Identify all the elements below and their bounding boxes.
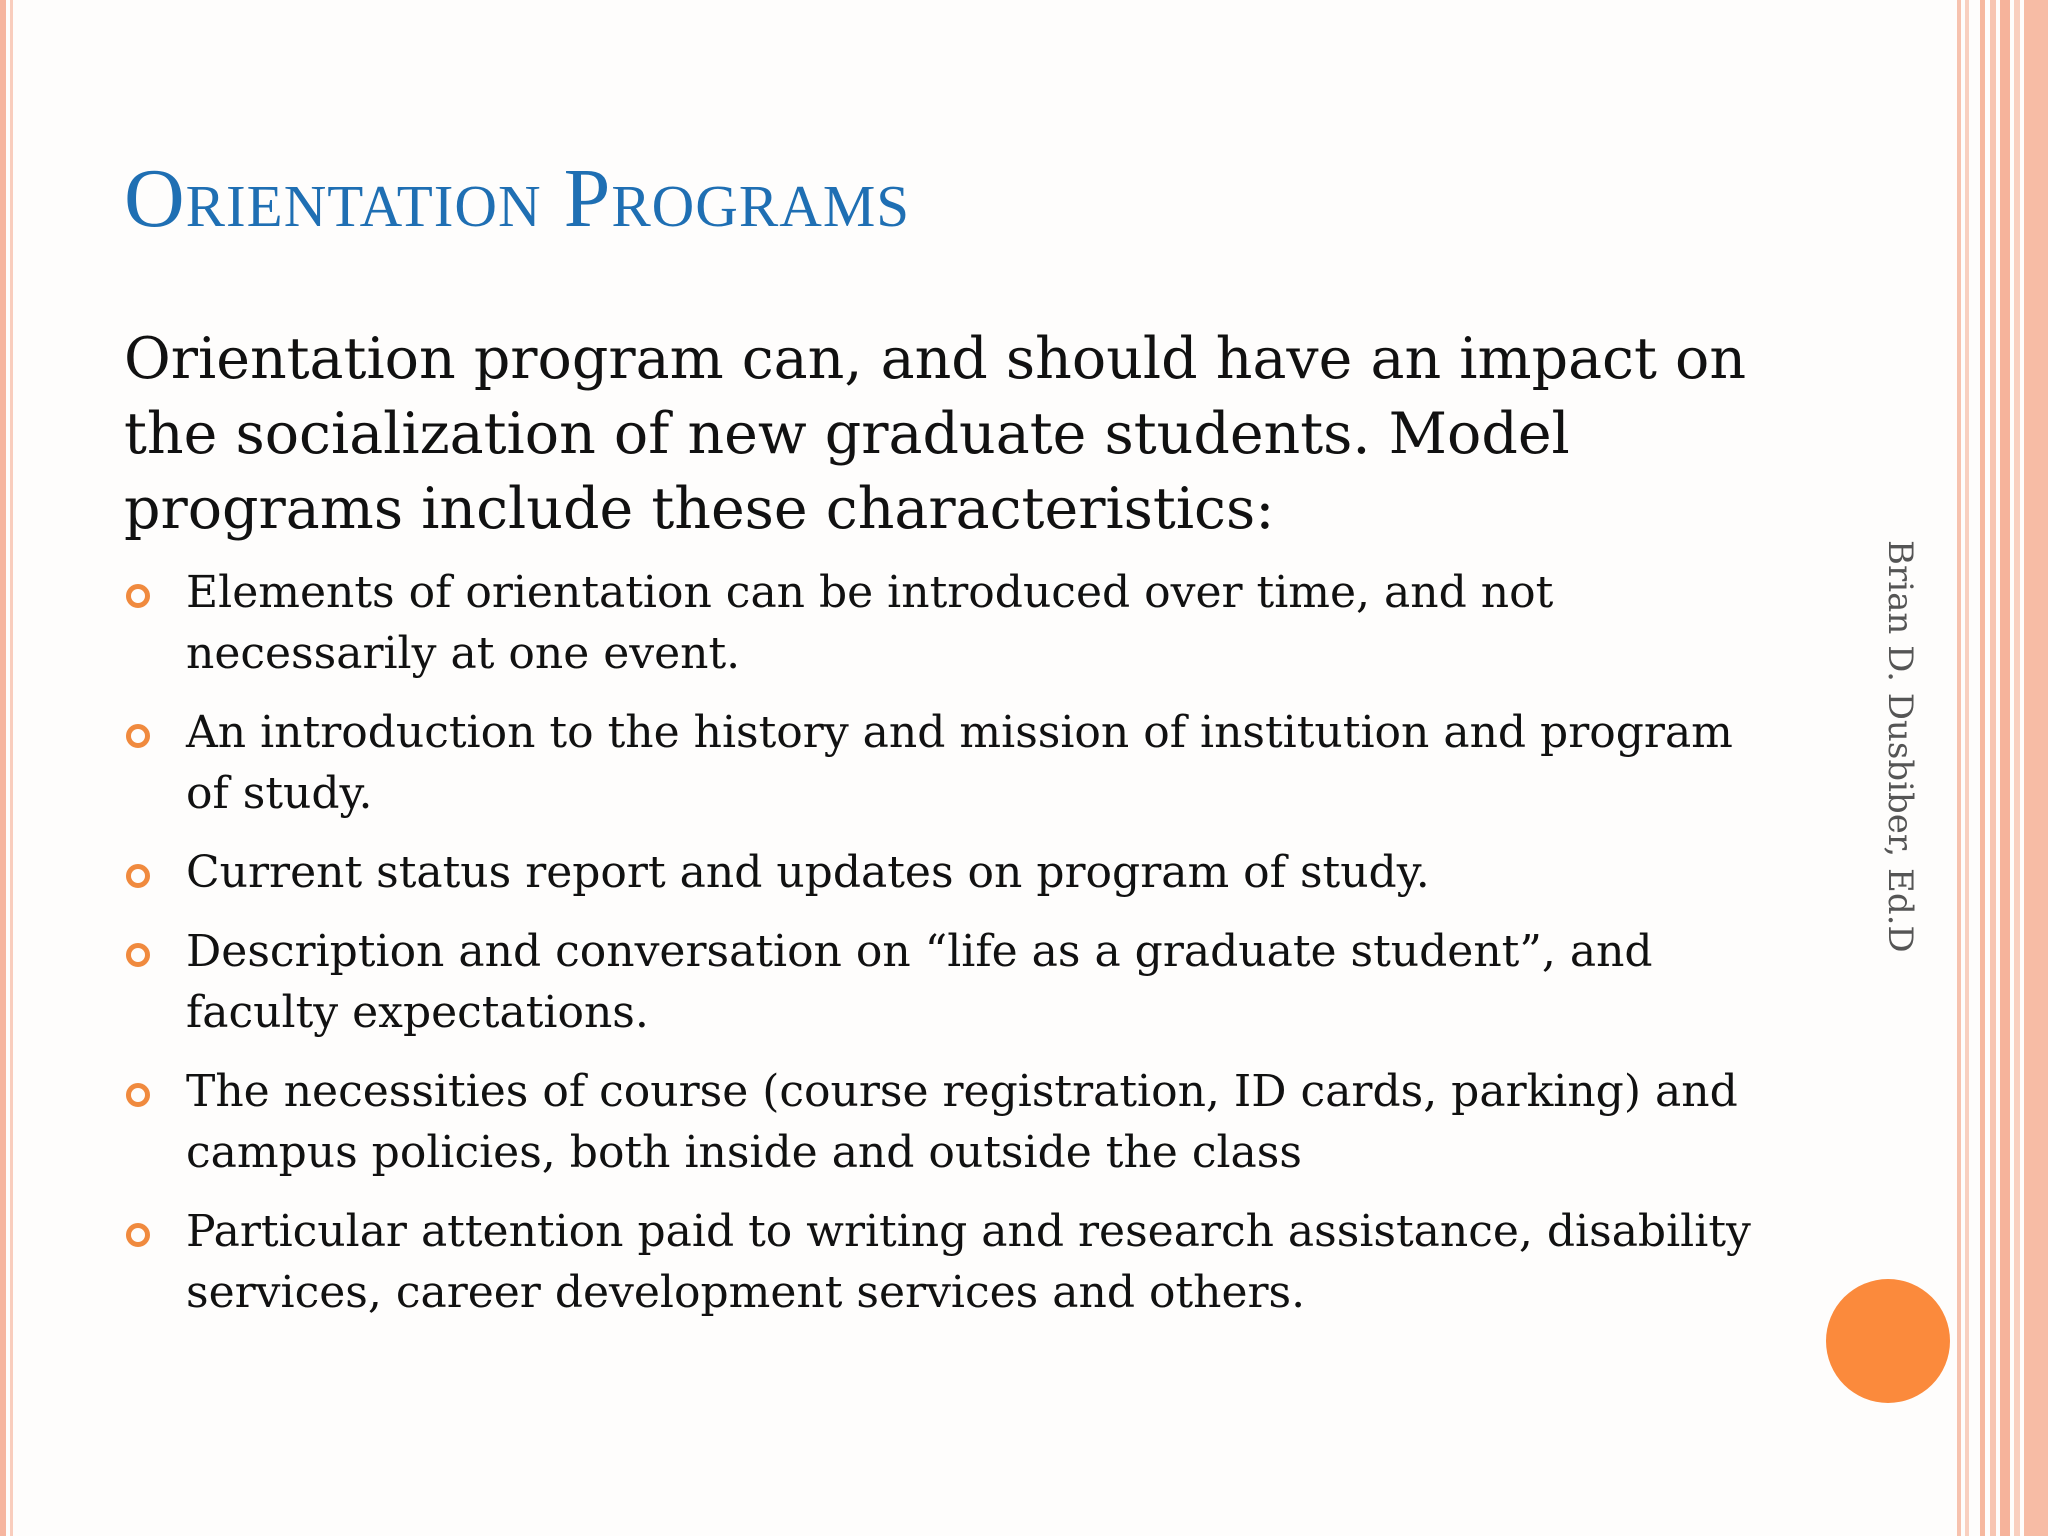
bullet-item <box>124 921 1764 1043</box>
left-border-stripe <box>0 0 6 1536</box>
bullet-item <box>124 842 1764 903</box>
right-border-stripe <box>1990 0 1996 1536</box>
bullet-item <box>124 1061 1764 1183</box>
bullet-item <box>124 1201 1764 1323</box>
bullet-circle-icon <box>126 724 150 748</box>
bullet-text: An introduction to the history and mission of institution and program of study. <box>186 707 1733 819</box>
right-border-stripe <box>1957 0 1961 1536</box>
bullet-circle-icon <box>126 943 150 967</box>
bullet-text: The necessities of course (course registration, ID cards, parking) and campus policies, both inside and outside the class <box>186 1066 1738 1178</box>
author-footer: Brian D. Dusbiber, Ed.D <box>1880 540 1920 953</box>
right-border-stripe <box>1965 0 1969 1536</box>
bullet-item <box>124 562 1764 684</box>
bullet-list <box>124 562 1764 1341</box>
left-border-stripe-thin <box>10 0 13 1536</box>
right-border-stripe <box>2024 0 2048 1536</box>
bullet-circle-icon <box>126 584 150 608</box>
intro-paragraph: Orientation program can, and should have an impact on the socialization of new graduate students. Model programs include these characteristics: <box>124 326 1747 542</box>
bullet-text: Current status report and updates on program of study. <box>186 847 1430 898</box>
slide-title: Orientation Programs <box>124 152 911 245</box>
bullet-circle-icon <box>126 864 150 888</box>
orange-circle-icon <box>1826 1279 1950 1403</box>
bullet-text: Particular attention paid to writing and research assistance, disability services, career development services and others. <box>186 1206 1751 1318</box>
right-border-stripe <box>2014 0 2020 1536</box>
right-border-stripe <box>2000 0 2010 1536</box>
bullet-text: Elements of orientation can be introduced over time, and not necessarily at one event. <box>186 567 1554 679</box>
bullet-circle-icon <box>126 1223 150 1247</box>
bullet-item <box>124 702 1764 824</box>
right-border-stripe <box>1980 0 1985 1536</box>
bullet-circle-icon <box>126 1083 150 1107</box>
bullet-text: Description and conversation on “life as a graduate student”, and faculty expectations. <box>186 926 1653 1038</box>
